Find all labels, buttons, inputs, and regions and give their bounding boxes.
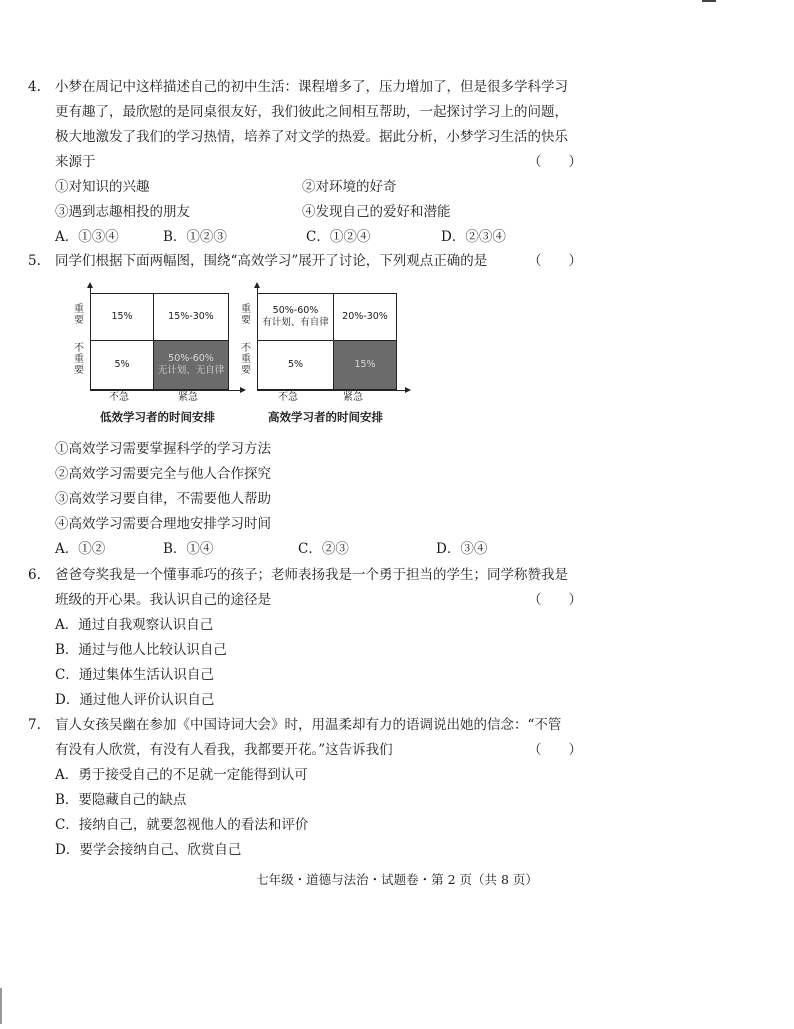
choice-item: ①对知识的兴趣 bbox=[55, 179, 150, 195]
option-c: C．②③ bbox=[298, 541, 349, 557]
y-axis-arrow bbox=[87, 282, 93, 288]
y-label-unimportant bbox=[240, 343, 252, 376]
choice-item: ①高效学习需要掌握科学的学习方法 bbox=[55, 441, 271, 457]
question-number: 4. bbox=[28, 79, 41, 95]
chart-caption: 高效学习者的时间安排 bbox=[268, 410, 383, 424]
y-label-char: 不 bbox=[241, 343, 251, 354]
y-label-char: 不 bbox=[74, 343, 84, 354]
cell-important-urgent: 15%-30% bbox=[153, 293, 229, 341]
y-label-char: 要 bbox=[241, 315, 251, 326]
option-b: B．要隐藏自己的缺点 bbox=[55, 792, 187, 808]
cell-unimportant-urgent: 15% bbox=[333, 340, 397, 390]
y-label-char: 要 bbox=[74, 365, 84, 376]
question-stem-line: 同学们根据下面两幅图，围绕“高效学习”展开了讨论，下列观点正确的是 bbox=[55, 253, 488, 269]
answer-paren: （ ） bbox=[528, 742, 582, 758]
y-axis-arrow bbox=[254, 282, 260, 288]
x-label-urgent: 紧急 bbox=[178, 392, 198, 403]
option-c: C．接纳自己，就要忽视他人的看法和评价 bbox=[55, 817, 309, 833]
answer-paren: （ ） bbox=[528, 592, 582, 608]
question-stem-line: 小梦在周记中这样描述自己的初中生活：课程增多了，压力增加了，但是很多学科学习 bbox=[55, 79, 568, 95]
option-a: A．①② bbox=[55, 541, 106, 557]
y-label-char: 重 bbox=[241, 304, 251, 315]
option-d: D．③④ bbox=[436, 541, 488, 557]
cell-unimportant-not-urgent: 5% bbox=[257, 340, 334, 390]
choice-item: ④发现自己的爱好和潜能 bbox=[302, 204, 451, 220]
cell-unimportant-urgent: 50%-60% 无计划、无自律 bbox=[153, 340, 229, 390]
question-stem-line: 盲人女孩吴幽在参加《中国诗词大会》时，用温柔却有力的语调说出她的信念：“不管 bbox=[55, 717, 562, 733]
option-d: D．②③④ bbox=[441, 229, 506, 245]
question-stem-line: 极大地激发了我们的学习热情，培养了对文学的热爱。据此分析，小梦学习生活的快乐 bbox=[55, 129, 568, 145]
y-label-char: 重 bbox=[74, 354, 84, 365]
y-label-char: 要 bbox=[241, 365, 251, 376]
scan-mark bbox=[702, 0, 716, 2]
scan-edge-mark bbox=[0, 988, 2, 1024]
y-label-char: 重 bbox=[241, 354, 251, 365]
question-stem-line: 更有趣了，最欣慰的是同桌很友好，我们彼此之间相互帮助，一起探讨学习上的问题， bbox=[55, 104, 568, 120]
cell-important-not-urgent: 15% bbox=[90, 293, 154, 341]
y-label-unimportant bbox=[73, 343, 85, 376]
choice-item: ④高效学习需要合理地安排学习时间 bbox=[55, 516, 271, 532]
question-number: 7. bbox=[28, 717, 41, 733]
choice-item: ③高效学习要自律，不需要他人帮助 bbox=[55, 491, 271, 507]
x-label-not-urgent: 不急 bbox=[278, 392, 298, 403]
cell-unimportant-not-urgent: 5% bbox=[90, 340, 154, 390]
choice-item: ②高效学习需要完全与他人合作探究 bbox=[55, 466, 271, 482]
answer-paren: （ ） bbox=[528, 253, 582, 269]
option-a: A．①③④ bbox=[55, 229, 119, 245]
option-d: D．要学会接纳自己、欣赏自己 bbox=[55, 842, 242, 858]
question-stem-line: 班级的开心果。我认识自己的途径是 bbox=[55, 592, 271, 608]
cell-important-urgent: 20%-30% bbox=[333, 293, 397, 341]
option-b: B．①②③ bbox=[163, 229, 227, 245]
chart-caption: 低效学习者的时间安排 bbox=[100, 410, 215, 424]
x-label-not-urgent: 不急 bbox=[109, 392, 129, 403]
x-axis-arrow bbox=[405, 387, 411, 393]
option-d: D．通过他人评价认识自己 bbox=[55, 692, 215, 708]
answer-paren: （ ） bbox=[528, 154, 582, 170]
y-label-char: 重 bbox=[74, 304, 84, 315]
y-label-important bbox=[240, 304, 252, 326]
choice-item: ③遇到志趣相投的朋友 bbox=[55, 204, 190, 220]
option-c: C．通过集体生活认识自己 bbox=[55, 667, 214, 683]
option-b: B．通过与他人比较认识自己 bbox=[55, 642, 227, 658]
x-axis bbox=[90, 390, 240, 391]
option-a: A．勇于接受自己的不足就一定能得到认可 bbox=[55, 767, 308, 783]
cell-important-not-urgent: 50%-60% 有计划、有自律 bbox=[257, 293, 334, 341]
question-number: 6. bbox=[28, 567, 41, 583]
question-stem-line: 有没有人欣赏，有没有人看我，我都要开花。”这告诉我们 bbox=[55, 742, 393, 758]
x-axis bbox=[257, 390, 405, 391]
question-number: 5. bbox=[28, 253, 41, 269]
x-axis-arrow bbox=[240, 387, 246, 393]
y-label-char: 要 bbox=[74, 315, 84, 326]
question-stem-line: 来源于 bbox=[55, 154, 96, 170]
x-label-urgent: 紧急 bbox=[343, 392, 363, 403]
question-stem-line: 爸爸夸奖我是一个懂事乖巧的孩子；老师表扬我是一个勇于担当的学生；同学称赞我是 bbox=[55, 567, 568, 583]
option-b: B．①④ bbox=[163, 541, 214, 557]
page-footer: 七年级・道德与法治・试题卷・第 2 页（共 8 页） bbox=[256, 872, 538, 887]
option-c: C．①②④ bbox=[306, 229, 371, 245]
y-label-important bbox=[73, 304, 85, 326]
option-a: A．通过自我观察认识自己 bbox=[55, 617, 214, 633]
choice-item: ②对环境的好奇 bbox=[302, 179, 397, 195]
